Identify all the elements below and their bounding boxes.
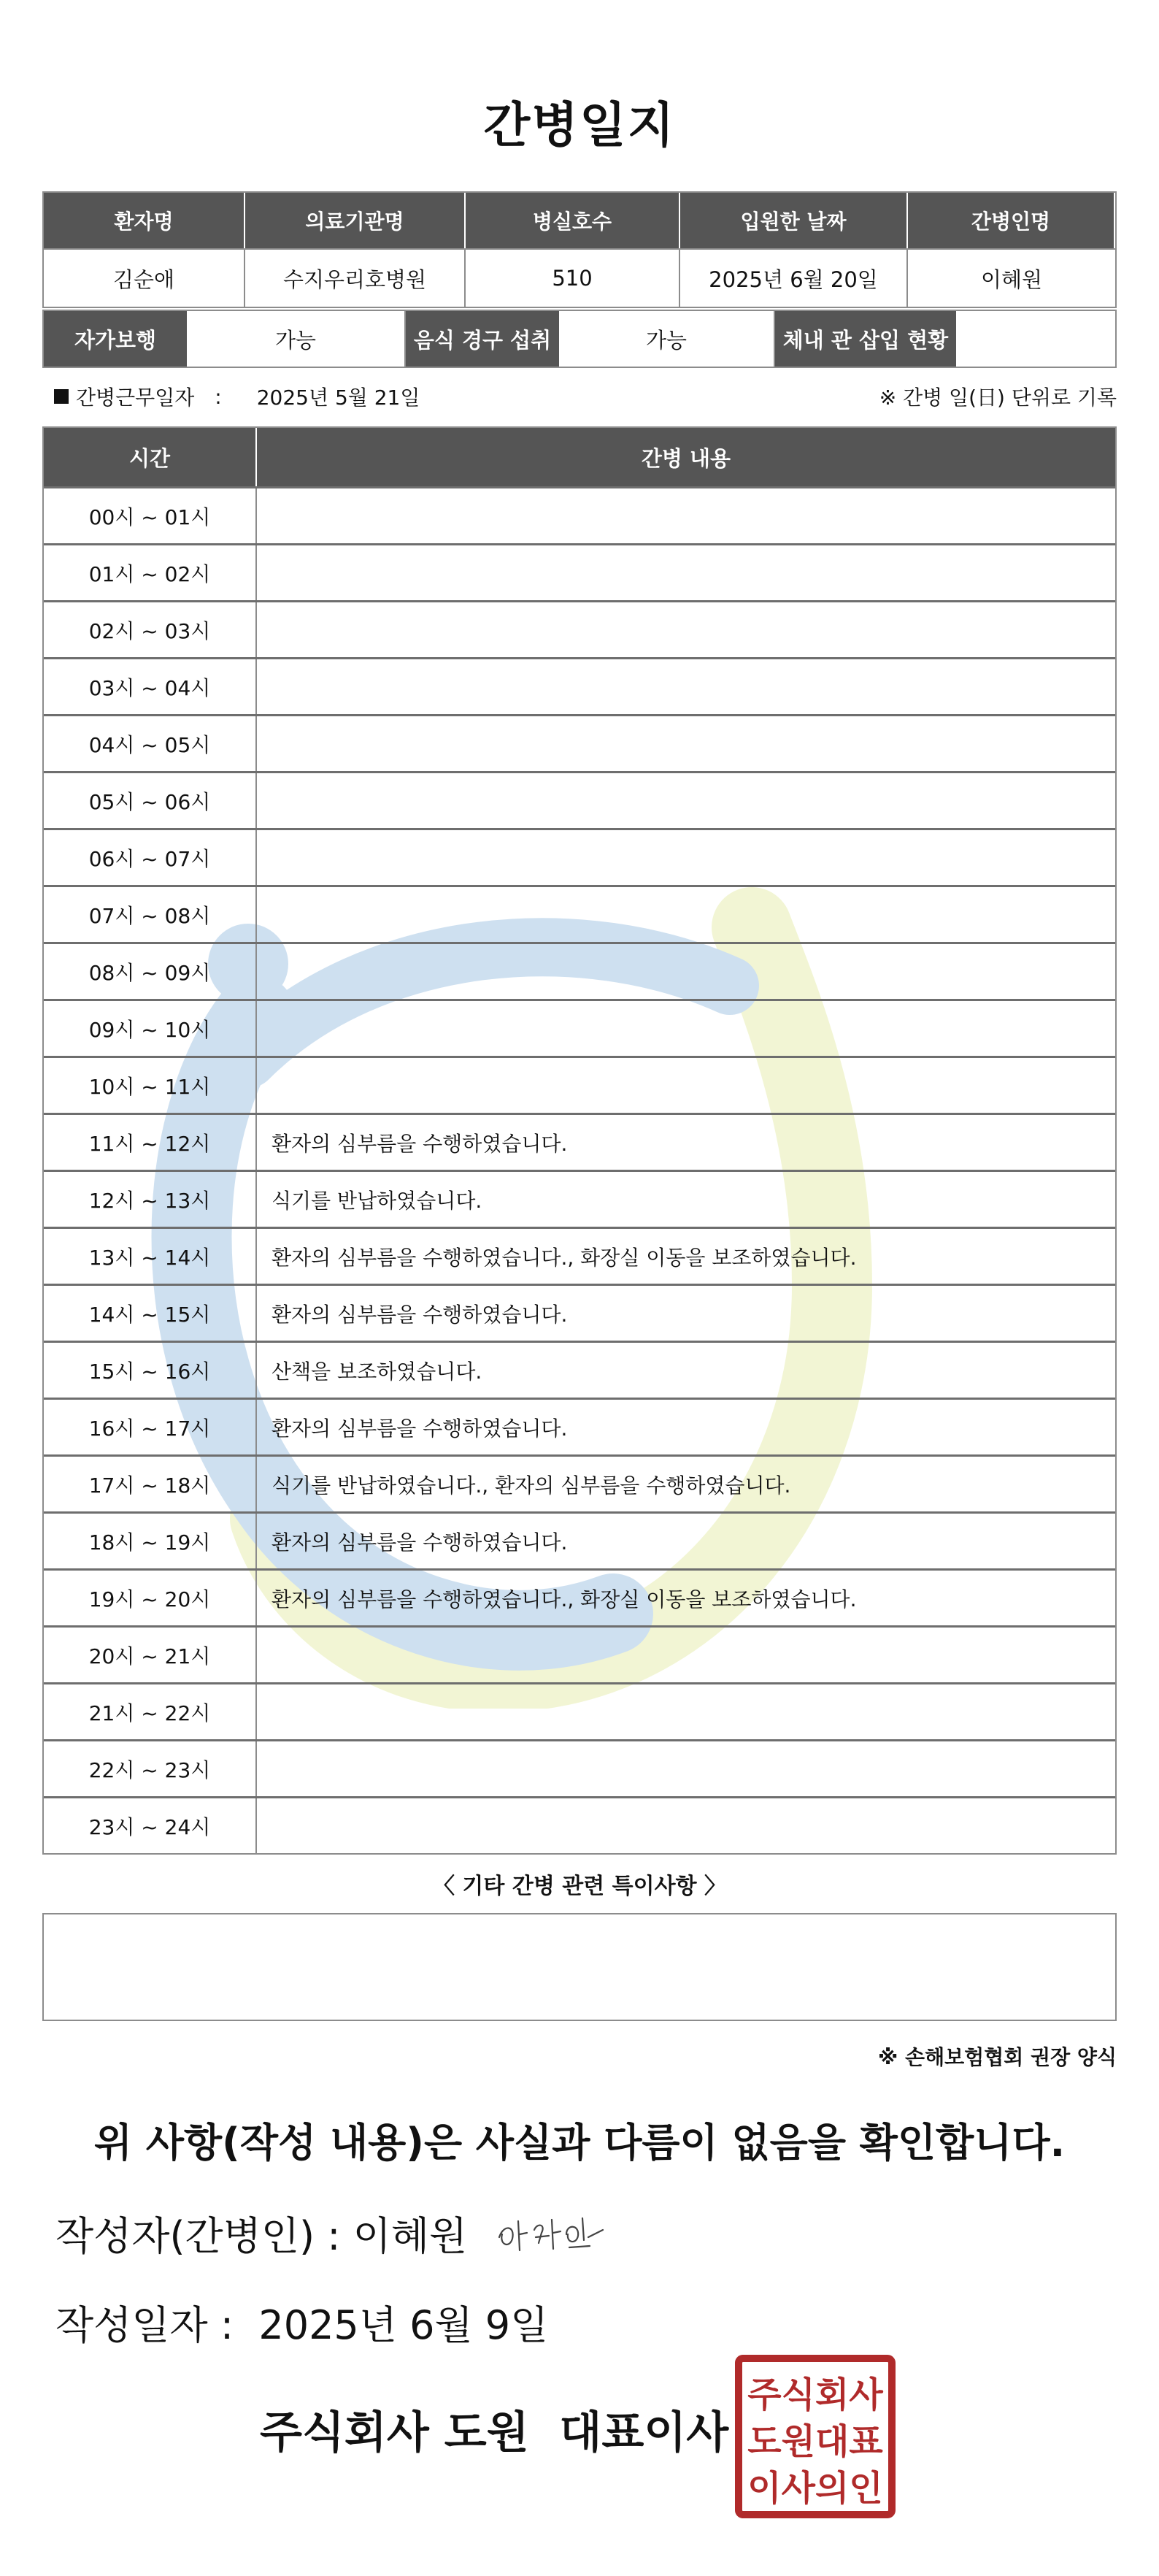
care-content-text (257, 716, 1115, 771)
table-row (44, 1454, 1115, 1511)
care-content-text (257, 830, 1115, 885)
table-row (44, 999, 1115, 1056)
time-slot-label: 12시 ~ 13시 (44, 1172, 257, 1227)
header-room-number: 병실호수 (466, 193, 680, 248)
care-content-text: 환자의 심부름을 수행하였습니다., 화장실 이동을 보조하였습니다. (272, 1245, 857, 1270)
table-row (44, 1625, 1115, 1682)
work-date-label: 간병근무일자 (76, 386, 195, 410)
form-source-note: ※ 손해보험협회 권장 양식 (878, 2045, 1117, 2069)
header-hospital-name: 의료기관명 (245, 193, 466, 248)
time-slot-label: 03시 ~ 04시 (44, 659, 257, 714)
svg-text:이사의인: 이사의인 (747, 2468, 883, 2509)
care-content-text: 식기를 반납하였습니다., 환자의 심부름을 수행하였습니다. (272, 1473, 791, 1498)
time-slot-label: 02시 ~ 03시 (44, 602, 257, 657)
care-content-text (257, 1798, 1115, 1853)
care-content-text: 환자의 심부름을 수행하였습니다. (272, 1302, 568, 1327)
table-row (44, 657, 1115, 714)
page-title: 간병일지 (483, 97, 676, 153)
care-content-text (257, 659, 1115, 714)
special-notes-box (42, 1913, 1117, 2021)
hospital-name-value: 수지우리호병원 (245, 248, 466, 307)
table-row (44, 1682, 1115, 1739)
work-date-colon: : (215, 384, 222, 409)
time-slot-label: 22시 ~ 23시 (44, 1741, 257, 1796)
care-log-header (44, 428, 1115, 486)
writer-label: 작성자(간병인) : (55, 2213, 341, 2259)
time-slot-label: 16시 ~ 17시 (44, 1400, 257, 1454)
time-slot-label: 19시 ~ 20시 (44, 1571, 257, 1625)
patient-status-row (42, 310, 1117, 368)
time-slot-label: 07시 ~ 08시 (44, 887, 257, 942)
table-row (44, 1113, 1115, 1170)
special-notes-title: 〈 기타 간병 관련 특이사항 〉 (432, 1874, 727, 1899)
time-slot-label: 14시 ~ 15시 (44, 1286, 257, 1341)
care-content-text (257, 1001, 1115, 1056)
time-slot-label: 23시 ~ 24시 (44, 1798, 257, 1853)
care-content-text: 환자의 심부름을 수행하였습니다. (272, 1530, 568, 1555)
care-log-table (42, 426, 1117, 1855)
written-date-value: 2025년 6월 9일 (258, 2302, 549, 2348)
written-date-label: 작성일자 : (55, 2302, 234, 2348)
time-slot-label: 01시 ~ 02시 (44, 545, 257, 600)
care-content-text (257, 944, 1115, 999)
self-walk-label: 자가보행 (44, 311, 187, 367)
care-content-text (257, 1058, 1115, 1113)
table-row (44, 1398, 1115, 1454)
table-row (44, 885, 1115, 942)
time-slot-label: 11시 ~ 12시 (44, 1115, 257, 1170)
time-slot-label: 06시 ~ 07시 (44, 830, 257, 885)
patient-name-value: 김순애 (44, 248, 245, 307)
time-slot-label: 00시 ~ 01시 (44, 488, 257, 543)
care-content-text (257, 1684, 1115, 1739)
admission-date-value: 2025년 6월 20일 (680, 248, 908, 307)
time-slot-label: 08시 ~ 09시 (44, 944, 257, 999)
company-seal-icon (734, 2354, 896, 2519)
table-row (44, 600, 1115, 657)
table-row (44, 1056, 1115, 1113)
table-row (44, 1739, 1115, 1796)
table-row (44, 1284, 1115, 1341)
care-content-text (257, 602, 1115, 657)
caregiver-name-value: 이혜원 (908, 248, 1115, 307)
care-content-text: 환자의 심부름을 수행하였습니다. (272, 1416, 568, 1441)
time-slot-label: 17시 ~ 18시 (44, 1457, 257, 1511)
care-content-text (257, 887, 1115, 942)
table-row (44, 1796, 1115, 1853)
writer-name: 이혜원 (353, 2213, 468, 2259)
time-slot-label: 18시 ~ 19시 (44, 1514, 257, 1568)
writer-line (55, 2205, 610, 2261)
time-column-header: 시간 (44, 428, 257, 486)
care-log-rows (44, 486, 1115, 1853)
care-content-text: 산책을 보조하였습니다. (272, 1359, 482, 1384)
header-patient-name: 환자명 (44, 193, 245, 248)
work-date-line (54, 380, 1117, 413)
square-bullet-icon (54, 389, 69, 404)
time-slot-label: 10시 ~ 11시 (44, 1058, 257, 1113)
care-content-text (257, 488, 1115, 543)
confirmation-statement: 위 사항(작성 내용)은 사실과 다름이 없음을 확인합니다. (93, 2120, 1066, 2166)
content-column-header: 간병 내용 (641, 445, 731, 471)
time-slot-label: 15시 ~ 16시 (44, 1343, 257, 1398)
time-slot-label: 21시 ~ 22시 (44, 1684, 257, 1739)
table-row (44, 1511, 1115, 1568)
written-date-line (55, 2294, 548, 2350)
time-slot-label: 05시 ~ 06시 (44, 773, 257, 828)
svg-text:도원대표: 도원대표 (747, 2421, 883, 2462)
time-slot-label: 20시 ~ 21시 (44, 1628, 257, 1682)
time-slot-label: 13시 ~ 14시 (44, 1229, 257, 1284)
oral-intake-value: 가능 (559, 311, 775, 367)
handwritten-signature-icon (493, 2208, 610, 2259)
table-row (44, 828, 1115, 885)
table-row (44, 486, 1115, 543)
time-slot-label: 04시 ~ 05시 (44, 716, 257, 771)
care-content-text (257, 1741, 1115, 1796)
tube-insertion-label: 체내 관 삽입 현황 (775, 311, 956, 367)
header-admission-date: 입원한 날짜 (680, 193, 908, 248)
table-row (44, 714, 1115, 771)
room-number-value: 510 (466, 248, 680, 307)
oral-intake-label: 음식 경구 섭취 (406, 311, 559, 367)
patient-info-table (42, 191, 1117, 308)
work-date-value: 2025년 5월 21일 (256, 386, 420, 410)
care-content-text: 환자의 심부름을 수행하였습니다., 화장실 이동을 보조하였습니다. (272, 1587, 857, 1611)
tube-insertion-value (956, 311, 1115, 367)
work-date-note: ※ 간병 일(日) 단위로 기록 (879, 386, 1117, 410)
table-row (44, 942, 1115, 999)
table-row (44, 1568, 1115, 1625)
company-representative: 주식회사 도원 대표이사 (260, 2407, 729, 2458)
time-slot-label: 09시 ~ 10시 (44, 1001, 257, 1056)
care-content-text (257, 773, 1115, 828)
table-row (44, 1341, 1115, 1398)
care-content-text: 식기를 반납하였습니다. (272, 1188, 482, 1213)
svg-text:주식회사: 주식회사 (747, 2374, 883, 2415)
care-content-text (257, 1628, 1115, 1682)
table-row (44, 771, 1115, 828)
table-row (44, 543, 1115, 600)
care-content-text: 환자의 심부름을 수행하였습니다. (272, 1131, 568, 1156)
self-walk-value: 가능 (187, 311, 406, 367)
care-content-text (257, 545, 1115, 600)
table-row (44, 1170, 1115, 1227)
header-caregiver-name: 간병인명 (908, 193, 1115, 248)
table-row (44, 1227, 1115, 1284)
